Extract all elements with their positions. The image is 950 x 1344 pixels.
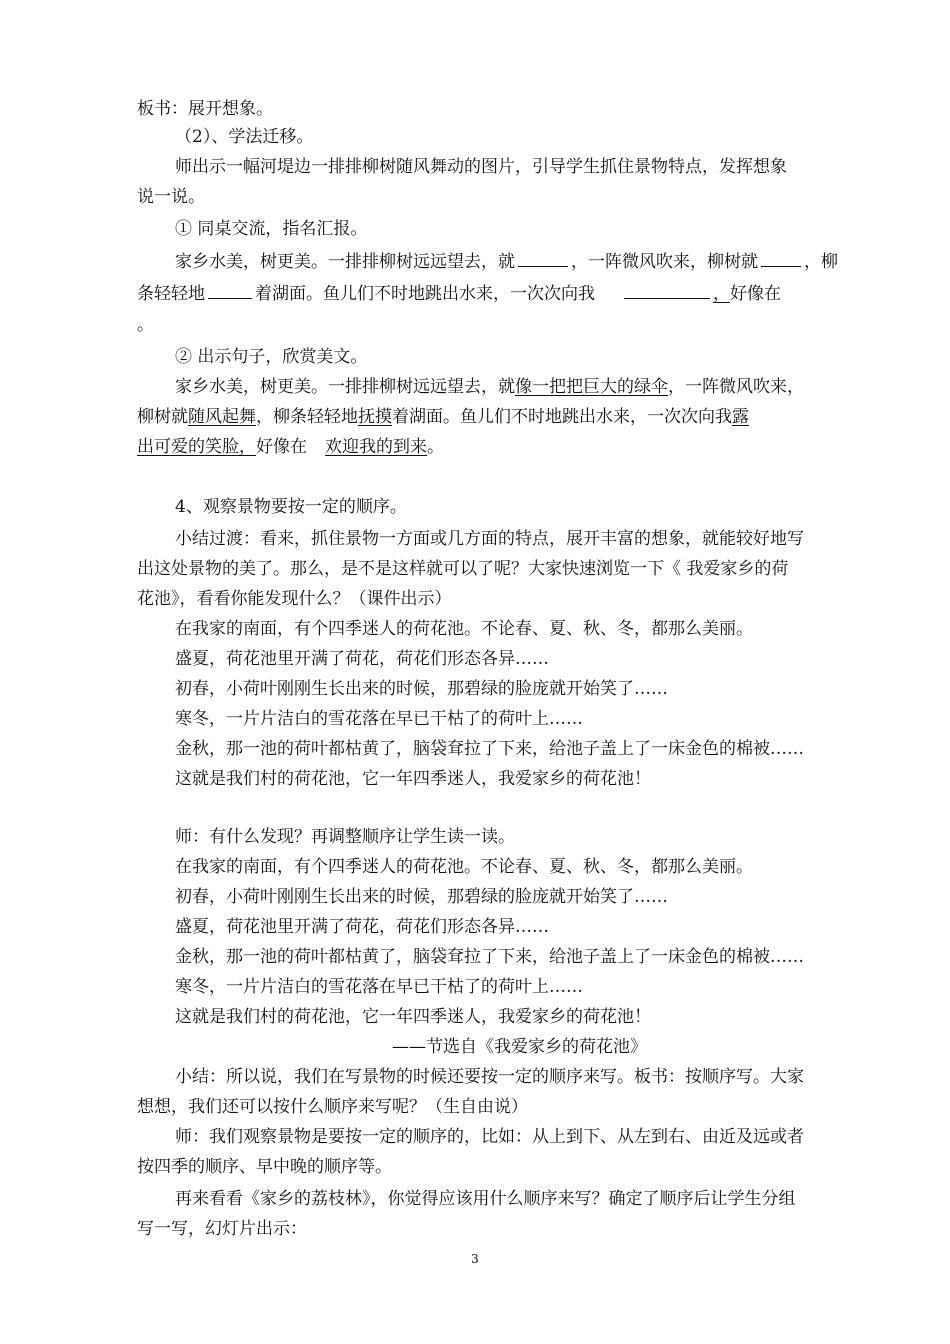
text-run: 着湖面。鱼儿们不时地跳出水来，一次次向我 <box>255 284 595 304</box>
step-heading: （2）、学法迁移。 <box>175 127 314 147</box>
underlined-phrase: 随风起舞 <box>188 407 256 427</box>
blank-line <box>761 250 801 267</box>
passage-line: 在我家的南面，有个四季迷人的荷花池。不论春、夏、秋、冬，都那么美丽。 <box>175 857 753 877</box>
text-run: ，一阵微风吹来， <box>668 377 804 397</box>
paragraph-line: 想想，我们还可以按什么顺序来写呢？（生自由说） <box>137 1097 528 1117</box>
text-run: 家乡水美，树更美。一排排柳树远远望去，就 <box>175 377 515 397</box>
passage-line: 金秋，那一池的荷叶都枯黄了，脑袋耷拉了下来，给池子盖上了一床金色的棉被…… <box>175 739 804 759</box>
underlined-phrase: 欢迎我的到来 <box>325 437 427 457</box>
text-run: ，一阵微风吹来，柳树就 <box>571 252 758 272</box>
passage-line: 初春，小荷叶刚刚生长出来的时候，那碧绿的脸庞就开始笑了…… <box>175 679 668 699</box>
text-run: 好像在 <box>256 437 307 457</box>
paragraph-line: 说一说。 <box>137 187 205 207</box>
text-run: ，柳条轻轻地 <box>256 407 358 427</box>
passage-line: 盛夏，荷花池里开满了荷花，荷花们形态各异…… <box>175 917 549 937</box>
blank-line <box>208 282 252 299</box>
underlined-phrase: 露 <box>732 407 749 427</box>
paragraph-line: 小结过渡：看来，抓住景物一方面或几方面的特点，展开丰富的想象，就能较好地写 <box>175 529 804 549</box>
underlined-phrase: 抚摸 <box>358 407 392 427</box>
text-run: 。 <box>427 437 444 457</box>
fill-blank-line <box>175 250 838 273</box>
paragraph-line: 按四季的顺序、早中晚的顺序等。 <box>137 1157 392 1177</box>
paragraph-line: 师：有什么发现？再调整顺序让学生读一读。 <box>175 827 515 847</box>
underlined-phrase: 像一把把巨大的绿伞 <box>515 377 668 397</box>
text-run: 柳树就 <box>137 407 188 427</box>
text-run: 条轻轻地 <box>137 284 205 304</box>
passage-line: 在我家的南面，有个四季迷人的荷花池。不论春、夏、秋、冬，都那么美丽。 <box>175 619 753 639</box>
model-line <box>137 436 444 458</box>
paragraph-line: 出这处景物的美了。那么，是不是这样就可以了呢？大家快速浏览一下《 我爱家乡的荷 <box>137 559 789 579</box>
text-run: ， <box>713 284 730 304</box>
board-note: 板书：展开想象。 <box>137 99 273 119</box>
model-line <box>175 376 804 398</box>
paragraph-line: 再来看看《家乡的荔枝林》，你觉得应该用什么顺序来写？确定了顺序后让学生分组 <box>175 1189 796 1209</box>
list-item: ② 出示句子，欣赏美文。 <box>175 347 368 367</box>
underlined-phrase: 出可爱的笑脸， <box>137 437 256 457</box>
passage-line: 寒冬，一片片洁白的雪花落在早已干枯了的荷叶上…… <box>175 977 583 997</box>
blank-line <box>624 282 710 299</box>
paragraph-line: 小结：所以说，我们在写景物的时候还要按一定的顺序来写。板书：按顺序写。大家 <box>175 1067 804 1087</box>
passage-line: 这就是我们村的荷花池，它一年四季迷人，我爱家乡的荷花池！ <box>175 1007 651 1027</box>
passage-line: 这就是我们村的荷花池，它一年四季迷人，我爱家乡的荷花池！ <box>175 769 651 789</box>
source-citation: ——节选自《我爱家乡的荷花池》 <box>392 1037 647 1057</box>
paragraph-line: 。 <box>137 315 154 335</box>
section-heading: 4、观察景物要按一定的顺序。 <box>175 497 407 517</box>
model-line <box>137 406 749 428</box>
passage-line: 初春，小荷叶刚刚生长出来的时候，那碧绿的脸庞就开始笑了…… <box>175 887 668 907</box>
blank-line <box>518 250 568 267</box>
paragraph-line: 师：我们观察景物是要按一定的顺序的，比如：从上到下、从左到右、由近及远或者 <box>175 1127 804 1147</box>
passage-line: 金秋，那一池的荷叶都枯黄了，脑袋耷拉了下来，给池子盖上了一床金色的棉被…… <box>175 947 804 967</box>
fill-blank-line <box>137 282 781 305</box>
passage-line: 寒冬，一片片洁白的雪花落在早已干枯了的荷叶上…… <box>175 709 583 729</box>
paragraph-line: 花池》，看看你能发现什么？（课件出示） <box>137 589 452 609</box>
text-run: ，柳 <box>804 252 838 272</box>
paragraph-line: 师出示一幅河堤边一排排柳树随风舞动的图片，引导学生抓住景物特点，发挥想象 <box>175 157 787 177</box>
list-item: ① 同桌交流，指名汇报。 <box>175 219 368 239</box>
text-run: 着湖面。鱼儿们不时地跳出水来，一次次向我 <box>392 407 732 427</box>
paragraph-line: 写一写，幻灯片出示： <box>137 1219 307 1239</box>
passage-line: 盛夏，荷花池里开满了荷花，荷花们形态各异…… <box>175 649 549 669</box>
text-run: 好像在 <box>730 284 781 304</box>
page-number: 3 <box>471 1252 479 1266</box>
text-run: 家乡水美，树更美。一排排柳树远远望去，就 <box>175 252 515 272</box>
